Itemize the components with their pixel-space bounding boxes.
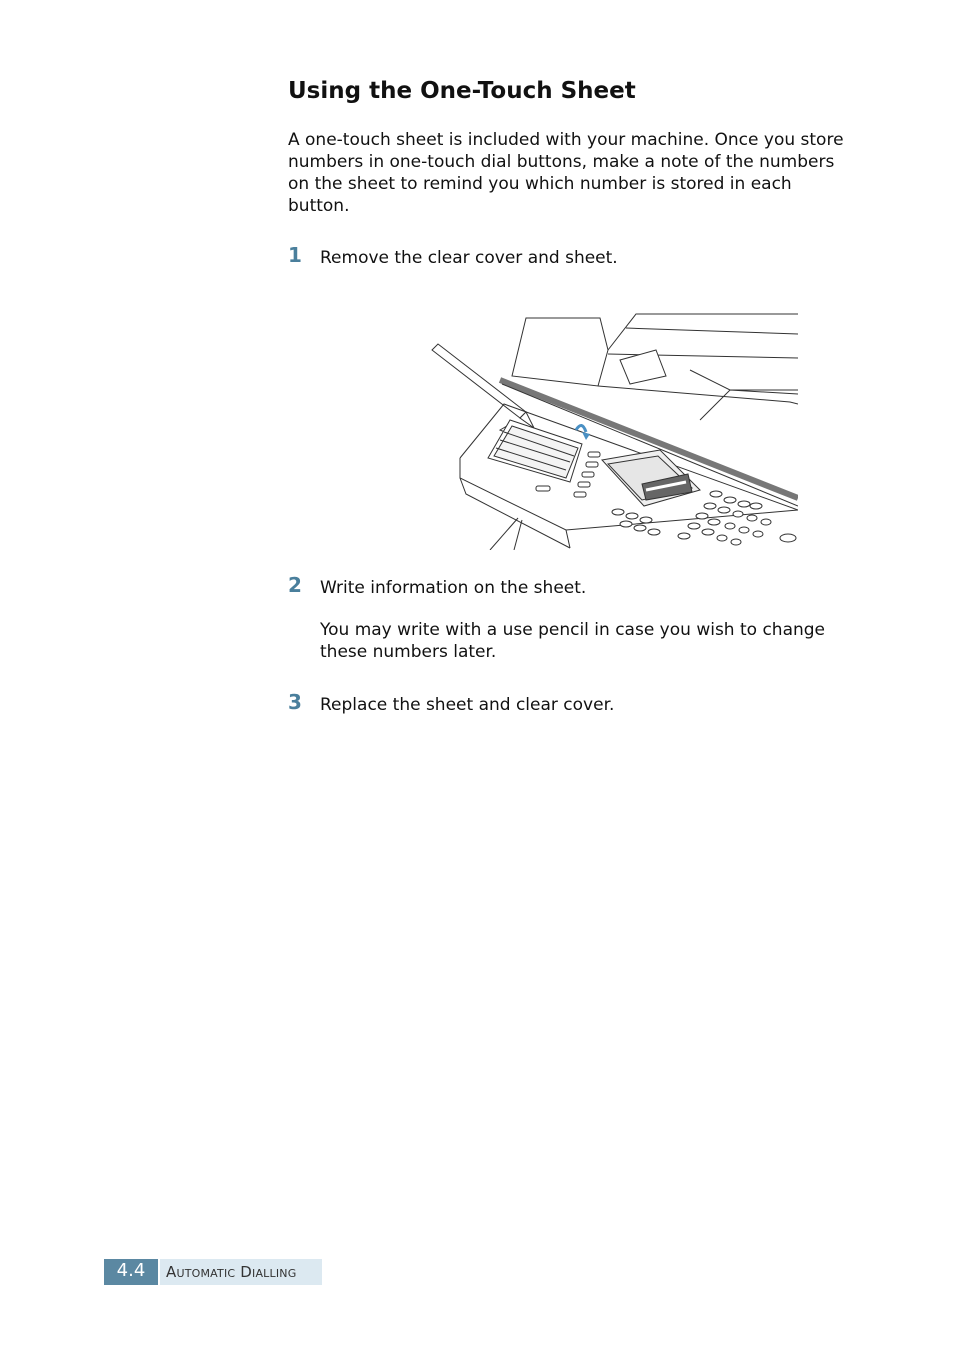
- step-number: 2: [288, 573, 302, 597]
- step-number: 1: [288, 243, 302, 267]
- step-text: Write information on the sheet.: [320, 578, 587, 598]
- step-text: Remove the clear cover and sheet.: [320, 248, 618, 268]
- section-heading: Using the One-Touch Sheet: [288, 78, 636, 104]
- step-note: You may write with a use pencil in case you wish to change these numbers later.: [320, 620, 826, 662]
- chapter-title: Automatic Dialling: [160, 1259, 322, 1285]
- page-number: 4.4: [104, 1259, 158, 1285]
- step-text: Replace the sheet and clear cover.: [320, 695, 615, 715]
- intro-paragraph: A one-touch sheet is included with your machine. Once you store numbers in one-touch dial buttons, make a note of the numbers on the sheet to remind you which number is stored in each button.: [288, 130, 844, 216]
- machine-illustration: [430, 310, 798, 550]
- step-number: 3: [288, 690, 302, 714]
